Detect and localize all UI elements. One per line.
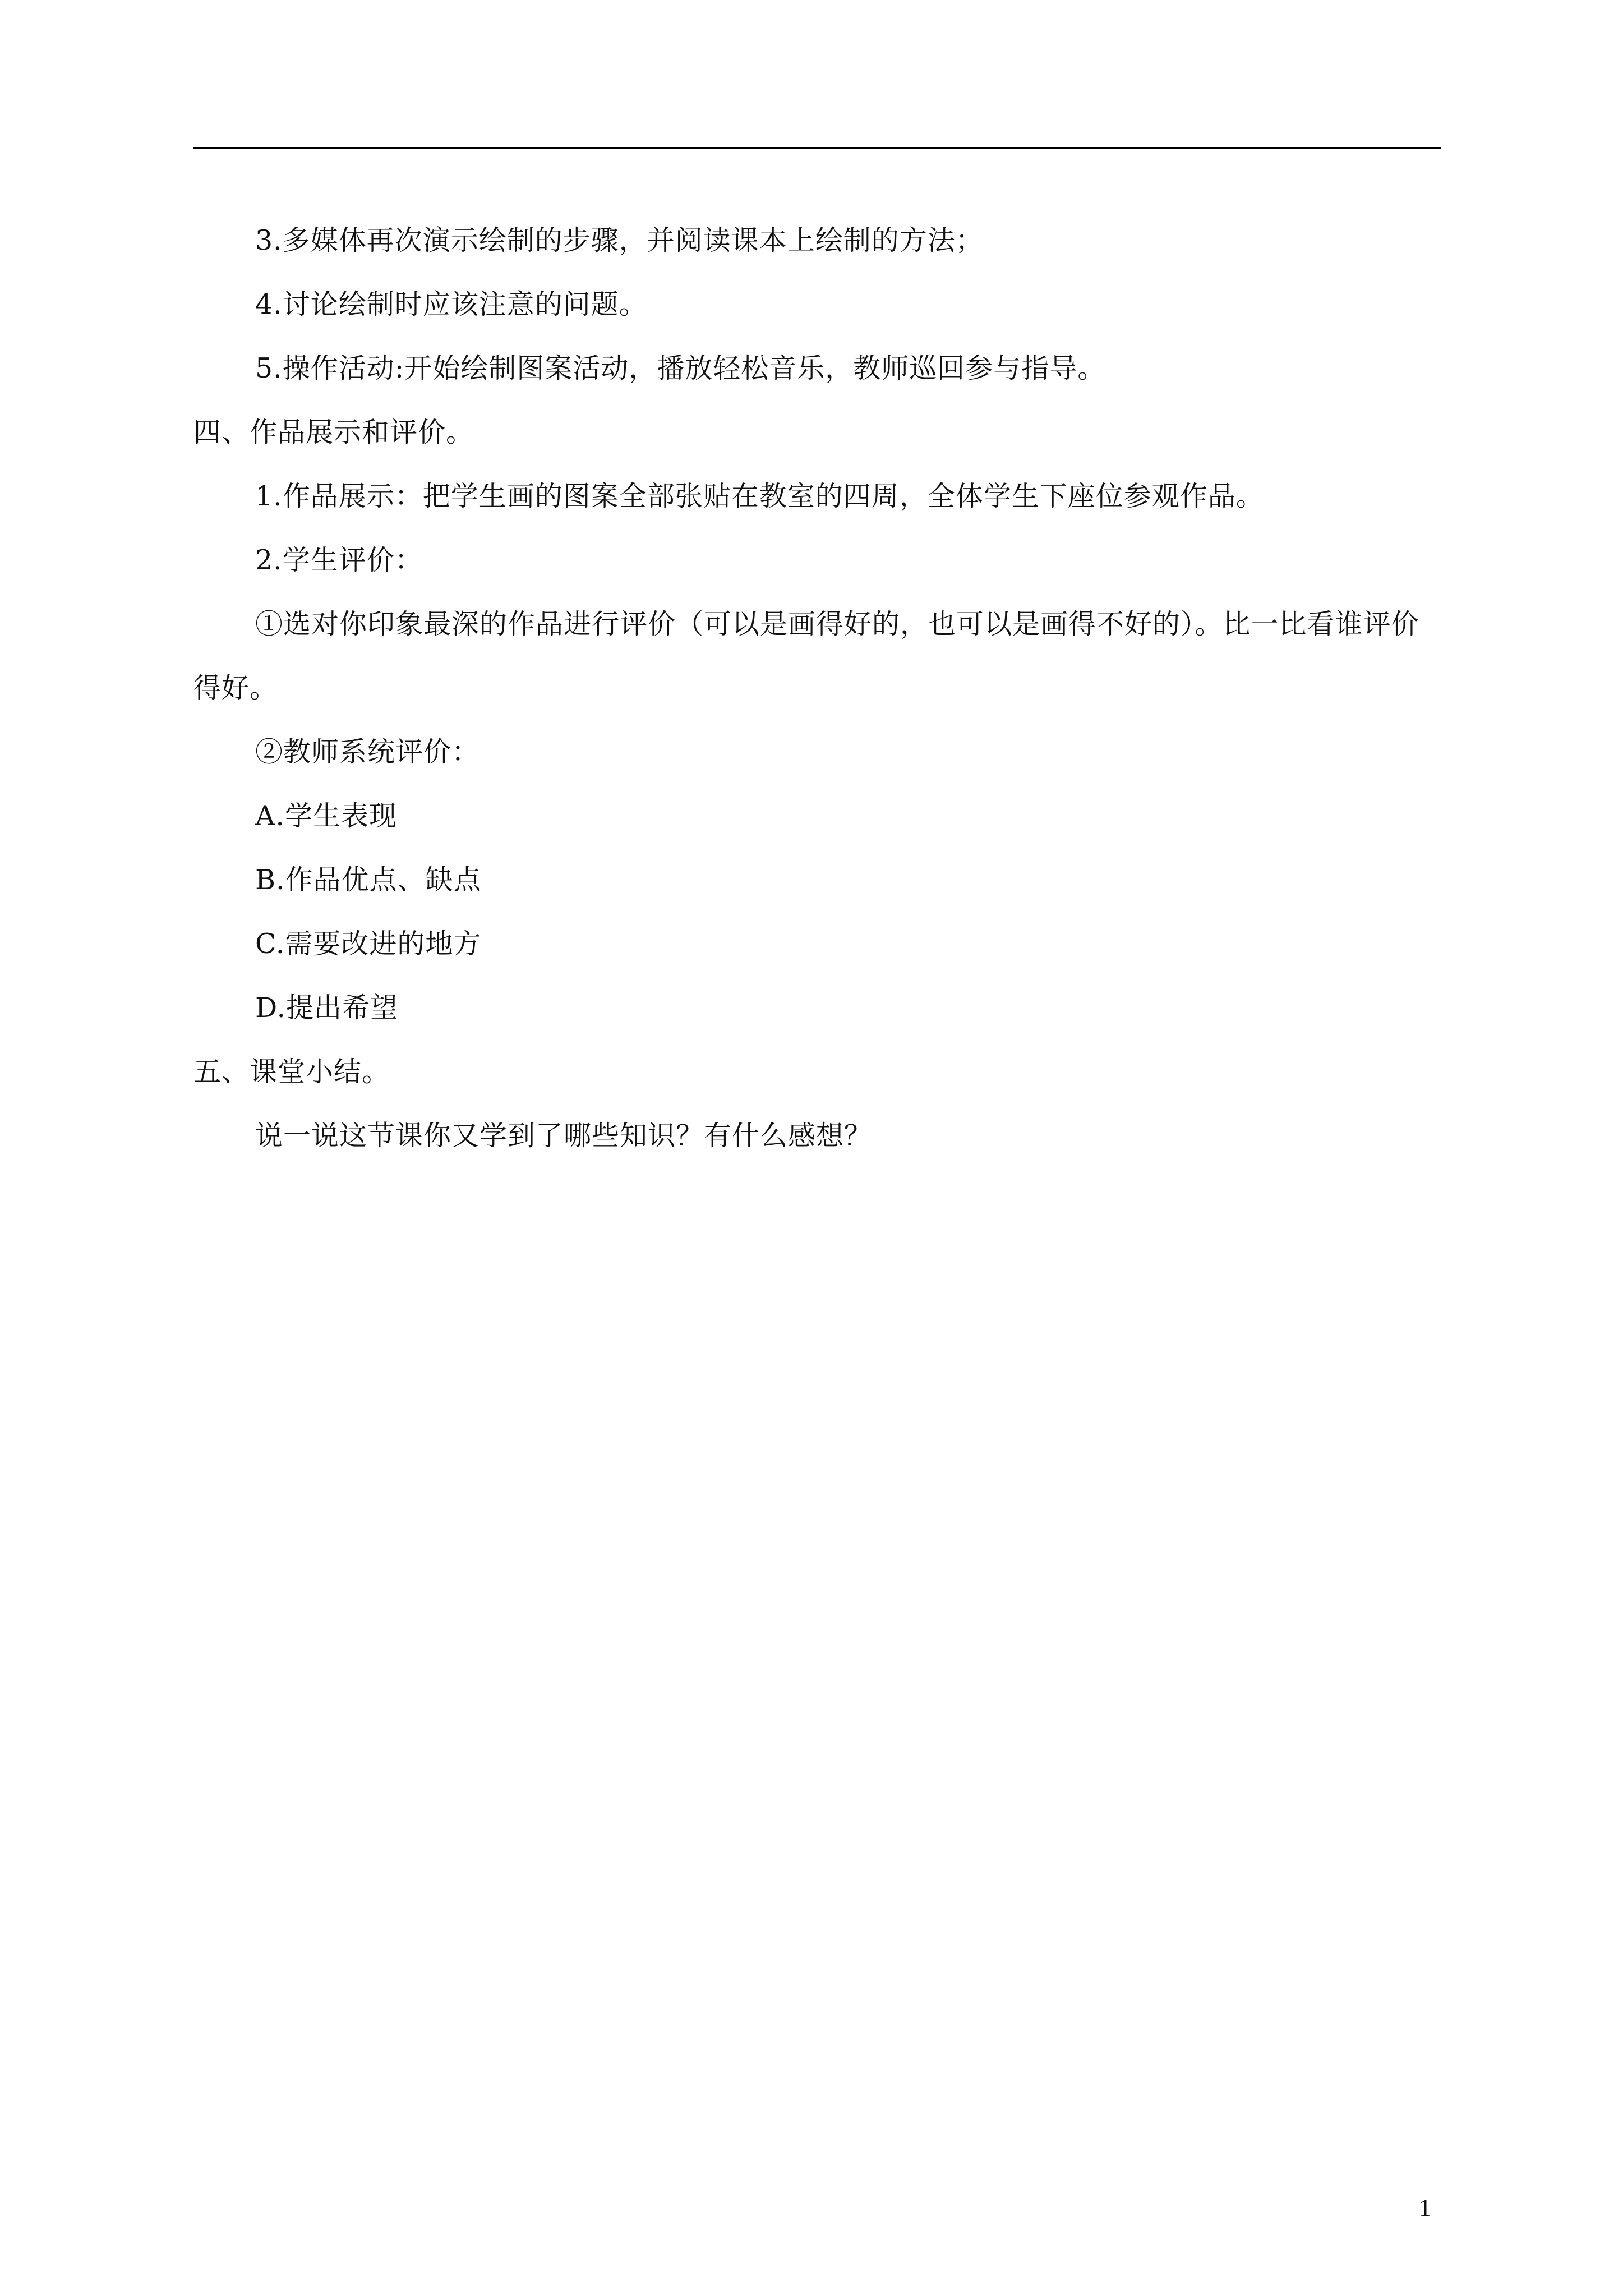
section-5-heading: 五、课堂小结。 — [193, 1056, 390, 1088]
step-3-text: 3.多媒体再次演示绘制的步骤，并阅读课本上绘制的方法； — [255, 224, 984, 256]
evaluation-item-2: ②教师系统评价： — [255, 736, 480, 768]
student-evaluation-text: 2.学生评价： — [255, 544, 423, 576]
step-4-text: 4.讨论绘制时应该注意的问题。 — [255, 288, 647, 320]
document-body — [193, 209, 1441, 1168]
evaluation-point-b: B.作品优点、缺点 — [255, 864, 482, 896]
evaluation-point-c: C.需要改进的地方 — [255, 928, 482, 960]
work-display-text: 1.作品展示：把学生画的图案全部张贴在教室的四周，全体学生下座位参观作品。 — [255, 480, 1264, 512]
header-rule — [193, 147, 1441, 149]
evaluation-point-a: A.学生表现 — [255, 800, 397, 832]
page-number: 1 — [1419, 2194, 1431, 2221]
step-5-text: 5.操作活动:开始绘制图案活动，播放轻松音乐，教师巡回参与指导。 — [255, 352, 1106, 384]
evaluation-point-d: D.提出希望 — [255, 992, 399, 1024]
evaluation-item-1: ①选对你印象最深的作品进行评价（可以是画得好的，也可以是画得不好的）。比一比看谁评价得好。 — [193, 608, 1419, 704]
summary-question: 说一说这节课你又学到了哪些知识？有什么感想？ — [255, 1120, 873, 1152]
section-4-heading: 四、作品展示和评价。 — [193, 416, 474, 448]
